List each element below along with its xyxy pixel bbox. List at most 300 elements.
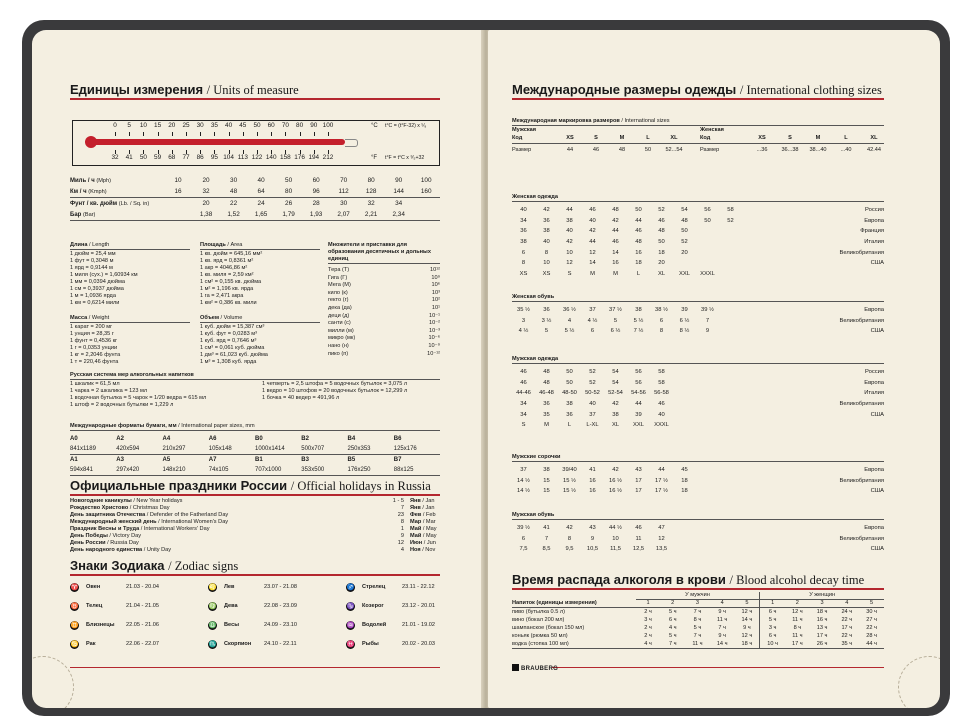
celsius-tick	[143, 132, 144, 136]
size-country: Европа	[864, 307, 884, 314]
men-num: 3	[695, 600, 700, 606]
prefix-power: 10²	[431, 297, 440, 304]
paper-row	[70, 434, 440, 444]
size-value: 11,5	[610, 546, 621, 553]
zodiac-dates: 23.12 - 20.01	[402, 603, 435, 609]
size-value: XXXL	[700, 270, 715, 277]
size-value: 50-52	[585, 390, 600, 397]
volume-block-title-ru: Объем	[200, 315, 221, 321]
holidays-heading	[70, 478, 431, 494]
zodiac-Лев-icon: ♌	[208, 584, 217, 591]
clothing-heading	[512, 82, 882, 98]
paper-format: A2	[116, 436, 124, 442]
left-page	[32, 30, 484, 708]
size-value: M	[590, 270, 595, 277]
size-row	[512, 465, 884, 476]
prefix-row	[328, 320, 440, 328]
conversion-value: 2,07	[337, 211, 350, 218]
men-time: 7 ч	[668, 641, 677, 647]
size-value: 50	[566, 369, 573, 376]
paper-size: 1000x1414	[255, 446, 285, 452]
paper-size: 176x250	[347, 467, 371, 473]
thermometer	[72, 120, 440, 166]
size-value: 20	[681, 249, 688, 256]
size-value: 38	[612, 411, 619, 418]
area-block-line: 1 га = 2,471 акра	[200, 293, 244, 299]
holiday-name-en: / New Year holidays	[133, 498, 183, 504]
size-value: 8,5	[542, 546, 551, 553]
prefix-row	[328, 335, 440, 343]
paper-size: 420x594	[116, 446, 140, 452]
size-value: 38	[566, 217, 573, 224]
volume-block-line: 1 дм³ = 61,023 куб. дюйма	[200, 352, 268, 358]
drink-name: водка (стопка 100 мл)	[512, 641, 569, 647]
holiday-month-ru: Янв	[410, 498, 423, 504]
size-value: 46	[520, 379, 527, 386]
zodiac-dates: 23.11 - 22.12	[402, 584, 435, 590]
holiday-row	[70, 540, 440, 547]
women-group-head: У женщин	[760, 592, 884, 600]
women-time: 22 ч	[866, 625, 877, 631]
conversion-label-ru: Бар	[70, 212, 83, 218]
paper-size: 148x210	[162, 467, 186, 473]
size-value: 7 ½	[633, 328, 644, 335]
celsius-unit: °C	[371, 123, 378, 129]
fahrenheit-tick-label: 176	[294, 154, 305, 161]
celsius-tick-label: 100	[322, 122, 334, 129]
holidays-rule	[70, 494, 440, 496]
prefix-name: деци (д)	[328, 312, 350, 319]
size-value: 36	[543, 401, 550, 408]
size-label-men: Размер	[512, 147, 532, 153]
prefix-name: Тера (Т)	[328, 267, 350, 273]
size-value: 17	[635, 488, 642, 495]
women-code: M	[815, 135, 821, 141]
size-value: M	[544, 422, 549, 429]
zodiac-name: Весы	[224, 622, 239, 628]
size-value	[696, 258, 719, 269]
zodiac-item	[208, 621, 340, 631]
zodiac-name: Телец	[86, 603, 103, 609]
women-time: 5 ч	[760, 616, 785, 624]
size-value: 8	[567, 535, 572, 542]
zodiac-name: Дева	[224, 603, 238, 609]
size-value	[719, 258, 742, 269]
holiday-month-ru: Фев	[410, 512, 423, 518]
holiday-name: Праздник Весны и Труда	[70, 526, 141, 532]
holiday-month-ru: Мар	[410, 519, 423, 525]
decay-heading	[512, 572, 864, 588]
conversion-value: 60	[312, 177, 320, 184]
size-section-table	[512, 465, 884, 497]
conversion-value: 2,34	[392, 211, 405, 218]
conversion-value: 20	[202, 177, 210, 184]
conversion-value: 30	[230, 177, 238, 184]
size-value: 39/40	[562, 467, 577, 474]
size-value: 50	[566, 379, 573, 386]
size-value: 34	[520, 411, 527, 418]
size-value	[719, 326, 742, 337]
celsius-formula: t°C = (t°F-32) x ⁵⁄₉	[385, 123, 427, 129]
page-corner-arc	[898, 656, 940, 708]
women-code: XL	[870, 135, 878, 141]
celsius-tick	[257, 132, 258, 136]
heading-rule	[70, 98, 440, 100]
women-time: 17 ч	[792, 641, 803, 647]
size-value: 15	[543, 477, 550, 484]
size-row	[512, 367, 884, 378]
decay-row	[512, 616, 884, 624]
size-value	[719, 316, 742, 327]
holiday-day: 23	[397, 512, 404, 518]
conversion-label-ru: Км / ч	[70, 189, 89, 195]
men-size: 48	[618, 147, 626, 153]
size-value: 39 ½	[517, 525, 530, 532]
celsius-tick-label: 35	[210, 122, 218, 129]
alcohol-measures-title: Русская система мер алкогольных напитков	[70, 372, 440, 380]
zodiac-dates: 24.10 - 22.11	[264, 641, 297, 647]
size-value: 43	[635, 467, 642, 474]
size-value: 44-46	[516, 390, 531, 397]
women-num: 1	[760, 600, 785, 608]
intl-divider	[512, 143, 884, 144]
size-value: 42	[566, 525, 573, 532]
conversion-value: 50	[285, 177, 293, 184]
area-block-line: 1 см² = 0,155 кв. дюйма	[200, 279, 262, 285]
celsius-tick-label: 60	[267, 122, 275, 129]
size-value: 41	[543, 525, 550, 532]
size-value: 35	[543, 411, 550, 418]
size-value	[719, 409, 742, 420]
conversion-row	[70, 209, 440, 221]
holiday-month-ru: Янв	[410, 505, 423, 511]
size-value: 47	[658, 525, 665, 532]
size-country: Европа	[864, 525, 884, 532]
men-code: XL	[670, 135, 678, 141]
men-time: 12 ч	[741, 633, 753, 639]
fahrenheit-tick-label: 95	[210, 154, 218, 161]
size-value: 41	[589, 467, 596, 474]
mass-block-line: 1 т = 220,46 фунта	[70, 359, 119, 365]
size-value: 6	[659, 317, 664, 324]
zodiac-title: Знаки Зодиака	[70, 558, 165, 573]
prefix-power: 10¹²	[430, 267, 440, 273]
alcohol-line: 1 водочная бутылка = 5 чарок = 1/20 ведра = 615 мл	[70, 395, 207, 401]
alcohol-line: 1 шкалик = 61,5 мл	[70, 381, 120, 387]
zodiac-Весы-icon: ♎	[208, 622, 217, 629]
zodiac-item	[70, 621, 202, 631]
size-value: 38	[635, 307, 642, 314]
men-time: 9 ч	[718, 633, 726, 639]
zodiac-item	[346, 602, 478, 612]
intl-sizes-title-ru: Международная маркировка размеров	[512, 118, 622, 124]
men-time: 4 ч	[644, 641, 652, 647]
zodiac-name: Скорпион	[224, 641, 252, 647]
conversion-value: 100	[420, 177, 432, 184]
men-num: 4	[720, 600, 724, 606]
prefix-name: гекто (г)	[328, 297, 349, 304]
conversion-label	[70, 198, 164, 210]
women-time: 11 ч	[792, 633, 803, 639]
size-value: 40	[566, 228, 573, 235]
paper-format: A6	[208, 436, 217, 442]
celsius-tick-label: 40	[225, 122, 233, 129]
men-time: 7 ч	[693, 609, 702, 615]
size-value: 52	[658, 207, 665, 214]
fahrenheit-tick-label: 77	[182, 154, 190, 161]
zodiac-name: Стрелец	[362, 584, 386, 590]
size-value	[673, 409, 696, 420]
men-time: 14 ч	[716, 641, 728, 647]
size-value: XL	[657, 270, 666, 277]
prefix-row	[328, 282, 440, 290]
size-value: 48	[543, 379, 550, 386]
size-value: 10	[566, 249, 573, 256]
paper-format: A5	[162, 457, 171, 463]
zodiac-item	[70, 640, 202, 650]
fahrenheit-tick-label: 68	[168, 154, 176, 161]
prefix-row	[328, 275, 440, 283]
women-size: 42.44	[867, 147, 881, 153]
size-value: 18	[635, 260, 642, 267]
paper-format: B3	[301, 457, 309, 463]
length-block-line: 1 см = 0,3937 дюйма	[70, 286, 124, 292]
men-time: 9 ч	[718, 609, 726, 615]
men-code: M	[619, 135, 625, 141]
size-value	[673, 399, 696, 410]
size-value	[719, 476, 742, 487]
mass-block-line: 1 г = 0,0353 унции	[70, 345, 118, 351]
spacer	[512, 592, 636, 600]
alcohol-line: 1 чарка = 2 шкалика = 123 мл	[70, 388, 148, 394]
women-time: 10 ч	[760, 640, 785, 649]
women-time: 6 ч	[760, 608, 785, 617]
size-value: 46	[612, 239, 619, 246]
size-value	[696, 247, 719, 258]
size-value: 48-50	[562, 390, 577, 397]
men-time: 5 ч	[668, 633, 677, 639]
women-label: Женская	[700, 127, 724, 133]
size-value: 46	[635, 525, 642, 532]
area-block-line: 1 км² = 0,386 кв. мили	[200, 300, 257, 306]
size-value: 44	[566, 207, 573, 214]
women-time: 16 ч	[816, 617, 828, 623]
size-value	[719, 544, 742, 555]
decay-row	[512, 608, 884, 617]
size-value: 9	[705, 328, 710, 335]
men-size: 44	[566, 147, 574, 153]
paper-table	[70, 434, 440, 476]
size-value	[673, 367, 696, 378]
size-value: 10	[612, 535, 619, 542]
paper-row	[70, 465, 440, 476]
length-block	[70, 242, 190, 307]
holiday-month: Янв / Jan	[410, 498, 435, 504]
units-heading	[70, 82, 299, 98]
conversion-value: 30	[340, 200, 348, 207]
celsius-tick	[229, 132, 230, 136]
size-value	[719, 399, 742, 410]
size-value: 18	[658, 249, 665, 256]
size-value: 46	[635, 228, 642, 235]
celsius-tick-label: 10	[139, 122, 147, 129]
size-country: Россия	[864, 207, 884, 214]
size-value	[696, 237, 719, 248]
women-time: 18 ч	[816, 609, 828, 615]
thermometer-tube-empty	[345, 139, 358, 147]
size-value: 44	[635, 401, 642, 408]
men-time: 9 ч	[743, 625, 751, 631]
mass-block-line: 1 кг = 2,2046 фунта	[70, 352, 121, 358]
conversion-value: 32	[367, 200, 375, 207]
holiday-month: Янв / Jan	[410, 505, 435, 511]
size-section-table	[512, 367, 884, 431]
prefix-row	[328, 343, 440, 351]
zodiac-Близнецы-icon: ♊	[70, 622, 79, 629]
size-value: 54	[681, 207, 688, 214]
size-value	[719, 388, 742, 399]
size-country: Европа	[864, 217, 884, 224]
women-time: 44 ч	[866, 641, 877, 647]
size-value: 7	[544, 535, 549, 542]
men-time: 3 ч	[644, 617, 652, 623]
holiday-name: Новогодние каникулы	[70, 498, 134, 504]
prefix-power: 10³	[431, 289, 440, 296]
notebook-spread	[22, 20, 950, 716]
fahrenheit-tick-label: 158	[280, 154, 291, 161]
size-value	[696, 226, 719, 237]
women-time: 22 ч	[841, 633, 853, 639]
holiday-month: Фев / Feb	[410, 512, 436, 518]
drink-name: шампанское (бокал 150 мл)	[512, 625, 585, 631]
size-value: 8	[521, 260, 526, 267]
size-value: 56	[635, 379, 642, 386]
women-time: 8 ч	[793, 625, 802, 631]
conversion-row	[70, 186, 440, 198]
holiday-name: День народного единства	[70, 547, 144, 553]
size-value: 39	[681, 307, 688, 314]
fahrenheit-unit: °F	[371, 155, 378, 161]
celsius-tick	[243, 132, 244, 136]
holiday-name-en: / Christmas Day	[129, 505, 170, 511]
size-country: США	[870, 328, 884, 335]
zodiac-item	[346, 640, 478, 650]
prefix-row	[328, 328, 440, 336]
zodiac-dates: 24.09 - 23.10	[264, 622, 297, 628]
paper-format: A7	[208, 457, 217, 463]
decay-header-groups	[512, 592, 884, 600]
celsius-tick-label: 0	[113, 122, 117, 129]
prefix-row	[328, 267, 440, 275]
conversion-value: 80	[285, 188, 293, 195]
size-value: 12	[589, 249, 596, 256]
size-row	[512, 544, 884, 555]
size-value	[673, 258, 696, 269]
size-value: 45	[681, 467, 688, 474]
zodiac-item	[346, 621, 478, 631]
alcohol-line: 1 ведро = 10 штофов = 20 водочных бутылок = 12,299 л	[262, 388, 408, 394]
conversion-value: 90	[395, 177, 403, 184]
left-footer-rule	[70, 667, 440, 669]
mass-block	[70, 315, 190, 366]
celsius-tick-label: 30	[196, 122, 204, 129]
size-value: 20	[658, 260, 665, 267]
right-footer-rule	[552, 667, 884, 669]
code-label-men: Код	[512, 135, 523, 141]
length-block-line: 1 ярд = 0,9144 м	[70, 265, 113, 271]
size-value: 14 ½	[517, 477, 530, 484]
zodiac-name: Козерог	[362, 603, 384, 609]
conversion-value: 80	[367, 177, 375, 184]
men-time: 7 ч	[693, 633, 702, 639]
size-value: 46	[589, 207, 596, 214]
size-row	[512, 534, 884, 545]
size-value: 54	[612, 379, 619, 386]
celsius-tick	[314, 132, 315, 136]
size-value: 15	[543, 488, 550, 495]
conversion-label	[70, 186, 164, 198]
size-value: 3 ½	[541, 317, 552, 324]
size-country: Великобритания	[839, 317, 884, 324]
prefix-power: 10⁻⁶	[428, 335, 440, 342]
alcohol-line: 1 штоф = 2 водочных бутылки = 1,229 л	[70, 402, 174, 408]
holiday-day: 1 - 5	[392, 498, 404, 504]
celsius-tick-label: 20	[168, 122, 176, 129]
mass-block-line: 1 фунт = 0,4536 кг	[70, 338, 118, 344]
size-country: США	[870, 411, 884, 418]
paper-size: 841x1189	[70, 446, 96, 452]
size-value	[673, 534, 696, 545]
size-value	[696, 388, 719, 399]
size-section-title: Женская одежда	[512, 194, 884, 202]
men-time: 7 ч	[718, 625, 726, 631]
size-value: 5	[544, 328, 549, 335]
zodiac-heading	[70, 558, 238, 574]
clothing-title-en: / International clothing sizes	[739, 83, 882, 97]
holiday-month: Ноя / Nov	[410, 547, 436, 553]
celsius-tick-label: 80	[296, 122, 304, 129]
conversion-value: 32	[202, 188, 210, 195]
prefix-power: 10⁻¹	[428, 312, 440, 319]
size-country: Россия	[864, 369, 884, 376]
drink-name: коньяк (рюмка 50 мл)	[512, 633, 568, 639]
conversion-value: 22	[230, 200, 238, 207]
women-code: XS	[758, 135, 766, 141]
size-value	[673, 523, 696, 534]
decay-table	[512, 592, 884, 649]
paper-format: B4	[347, 436, 356, 442]
size-row	[512, 316, 884, 327]
mass-block-line: 1 унция = 28,35 г	[70, 331, 114, 337]
paper-size: 210x297	[162, 446, 186, 452]
women-num: 2	[795, 600, 799, 606]
size-value: 40	[589, 217, 596, 224]
decay-header-nums	[512, 600, 884, 608]
size-value	[696, 523, 719, 534]
size-section-title: Мужская обувь	[512, 512, 884, 520]
fahrenheit-tick-label: 122	[251, 154, 263, 161]
zodiac-Рак-icon: ♋	[70, 641, 79, 648]
celsius-tick	[285, 132, 286, 136]
size-value: 40	[658, 411, 665, 418]
zodiac-name: Овен	[86, 584, 101, 590]
size-value: 9	[590, 535, 595, 542]
size-row	[512, 378, 884, 389]
prefix-power: 10⁻²	[428, 320, 440, 327]
size-country	[742, 420, 884, 431]
size-value: 52	[589, 379, 596, 386]
size-value: 37	[520, 467, 527, 474]
